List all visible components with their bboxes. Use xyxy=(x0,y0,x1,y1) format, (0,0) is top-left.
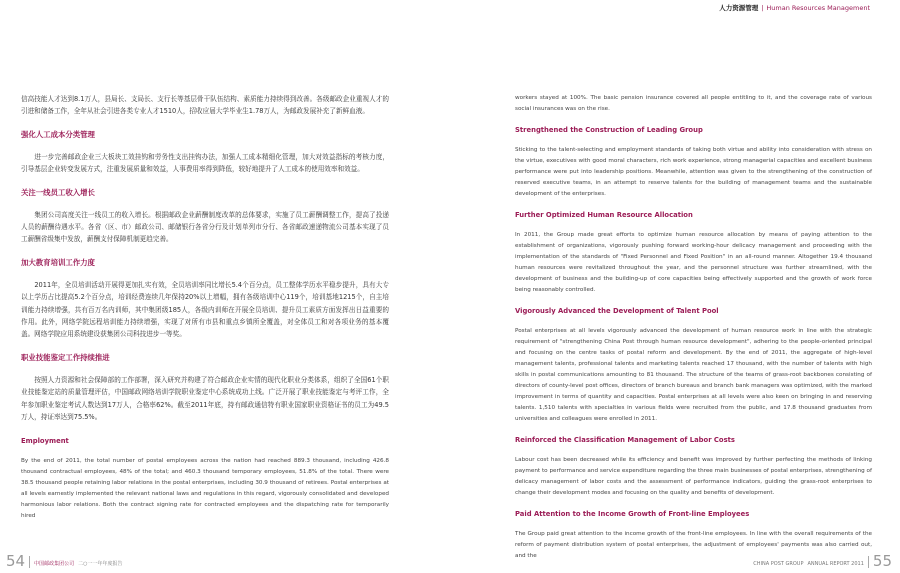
section-heading: 职业技能鉴定工作持续推进 xyxy=(21,352,110,362)
body-paragraph: Labour cost has been decreased while its efficiency and benefit was improved by further perfecting the methods of linking payment to performance and service expenditure regarding the three main businesses of postal enterprises, strengthening of delicacy management of labor costs and the assessment of performance indicators, guiding the grass-root enterprises to change their development modes and focusing on the quality and benefits of development. xyxy=(515,457,872,496)
section-heading: Vigorously Advanced the Development of Talent Pool xyxy=(515,307,719,315)
header-en-title: Human Resources Management xyxy=(766,4,870,12)
right-footer-brand: CHINA POST GROUP xyxy=(753,561,804,567)
body-paragraph: 进一步完善邮政企业三大板块工效挂钩和劳务性支出挂钩办法，加强人工成本精细化管理，加大对效益指标的考核力度，引导基层企业转变发展方式，注重发展质量和效益，人事费用率得到降低，较好地提升了人工成本的使用效率和效益。 xyxy=(21,152,389,174)
left-footer-brand: 中国邮政集团公司 xyxy=(34,561,75,567)
left-column xyxy=(21,93,389,522)
section-heading: Reinforced the Classification Management of Labor Costs xyxy=(515,436,735,444)
section-heading: 加大教育培训工作力度 xyxy=(21,257,95,267)
right-footer xyxy=(753,554,892,569)
section-heading: 关注一线员工收入增长 xyxy=(21,187,95,197)
english-text-blocks xyxy=(515,93,872,562)
section-heading: Strengthened the Construction of Leading Group xyxy=(515,126,703,134)
footer-divider xyxy=(29,556,30,568)
left-page-number: 54 xyxy=(6,552,26,570)
body-paragraph: In 2011, the Group made great efforts to optimize human resource allocation by means of paying attention to the establishment of organizations, vigorously pushing forward working-hour delicacy management and proceeding with the implementation of the standards of "Fixed Personnel and Fixed Position" in an all-round manner. Altogether 19.4 thousand human resources were revitalized throughout the year, and the personnel structure was further streamlined, with the development of business and the building-up of core capacities being effectively supported and the growth of work force being reasonably controlled. xyxy=(515,232,872,293)
body-paragraph: The Group paid great attention to the income growth of the front-line employees. In line with the overall requirements of the reform of payment distribution system of postal enterprises, the adjustment of employees' payments was also carried out, and the xyxy=(515,531,872,559)
employment-heading: Employment xyxy=(21,436,69,445)
section-heading: 强化人工成本分类管理 xyxy=(21,129,95,139)
right-column xyxy=(515,93,872,562)
left-footer xyxy=(6,554,122,569)
right-page-number: 55 xyxy=(872,552,892,570)
employment-paragraph: By the end of 2011, the total number of postal employees across the nation had reached 889.3 thousand, including 426.8 thousand contractual employees, 48% of the total; and 460.3 thousand temporary employees, 51.8% of the total. There were 38.5 thousand people retaining labor relations in the postal enterprises, including 30.9 thousand of retirees. Postal enterprises at all levels earnestly implemented the relevant national laws and regulations in this regard, vigorously consolidated and developed harmonious labor relations. Both the contract signing rate for contracted employees and the dispatching rate for temporarily hired xyxy=(21,457,389,519)
body-paragraph: workers stayed at 100%. The basic pension insurance covered all people entitling to it, and the coverage rate of various social insurances was on the rise. xyxy=(515,95,872,112)
section-heading: Further Optimized Human Resource Allocation xyxy=(515,211,693,219)
body-paragraph: 按照人力资源和社会保障部的工作部署，深入研究并构建了符合邮政企业实情的现代化职业分类体系，组织了全国61个职业技能鉴定站的质量管理评估，中国邮政网络培训学院职业鉴定中心系统成功上线。广泛开展了职业技能鉴定与考评工作，全年参加职业鉴定考试人数达到17万人，合格率62%。截至2011年底，持有邮政通信特有职业国家职业资格证书的员工为49.5万人，持证率达到75.5%。 xyxy=(21,375,389,422)
section-heading: Paid Attention to the Income Growth of Front-line Employees xyxy=(515,510,750,518)
running-header xyxy=(719,3,870,12)
left-footer-report: 二○一一年年度报告 xyxy=(78,561,123,567)
body-paragraph: Sticking to the talent-selecting and employment standards of taking both virtue and ability into consideration with stress on the virtue, executives with good moral characters, rich work experience, strong managerial capacities and excellent business performance were put into leadership positions. Meanwhile, attention was given to the strengthening of the construction of reserved executive teams, in an attempt to reserve talents for the building of management teams and the sustainable development of the enterprises. xyxy=(515,147,872,197)
header-cn-title: 人力资源管理 xyxy=(719,4,759,12)
body-paragraph: Postal enterprises at all levels vigorously advanced the development of human resource work in line with the strategic requirement of "strengthening China Post through human resource development", adhering to the people-oriented principal and focusing on the centre tasks of postal reform and development. By the end of 2011, the aggregate of high-level management talents, professional talents and marketing talents reached 17 thousand, with the number of talents with high skills in postal communications amounting to 81 thousand. The structure of the teams of grass-root backbones consisting of directors of county-level post offices, directors of branch bureaus and branch bank managers was optimized, with the marked improvement in terms of quantity and capacities. Postal enterprises at all levels were also keen on bringing in and reserving talents. 1,510 talents with specialties in various fields were recruited from the public, and 17.8 thousand graduates from universities and colleagues were enrolled in 2011. xyxy=(515,328,872,422)
header-separator: | xyxy=(761,4,764,12)
chinese-text-blocks xyxy=(21,93,389,424)
body-paragraph: 2011年，全员培训活动开展得更加扎实有效，全员培训率同比增长5.4个百分点，员工整体学历水平稳步提升，具有大专以上学历占比提高5.2个百分点，培训经费连续几年保持20%以上增幅，拥有各级培训中心119个，培训基地1215个，自主培训能力持续增强，共有百万名内训师，其中集团级185人，各级内训师在开展全员培训、提升员工素质方面发挥出日益重要的作用。此外，网络学院远程培训能力持续增强，实现了对所有市县和重点乡镇所全覆盖，对全体员工和对各项业务的基本覆盖。网络学院应用系统建设获集团公司科技进步一等奖。 xyxy=(21,280,389,339)
footer-divider xyxy=(868,556,869,568)
right-footer-report: ANNUAL REPORT 2011 xyxy=(807,561,864,567)
body-paragraph: 信高技能人才达到8.1万人，县局长、支局长、支行长等基层骨干队伍结构、素质能力持续得到改善。各级邮政企业重视人才的引进和储备工作，全年从社会引进各类专业人才1510人，招收应届大学毕业生1.78万人，为邮政发展补充了新鲜血液。 xyxy=(21,95,389,116)
body-paragraph: 集团公司高度关注一线员工的收入增长。根据邮政企业薪酬制度改革的总体要求，实施了员工薪酬调整工作，提高了投递人员的薪酬待遇水平。各省（区、市）邮政公司、邮储银行各省分行及计划单列市分行、各省邮政速递物流公司基本实现了员工薪酬省级集中发放，薪酬支付保障机制更趋完善。 xyxy=(21,210,389,244)
